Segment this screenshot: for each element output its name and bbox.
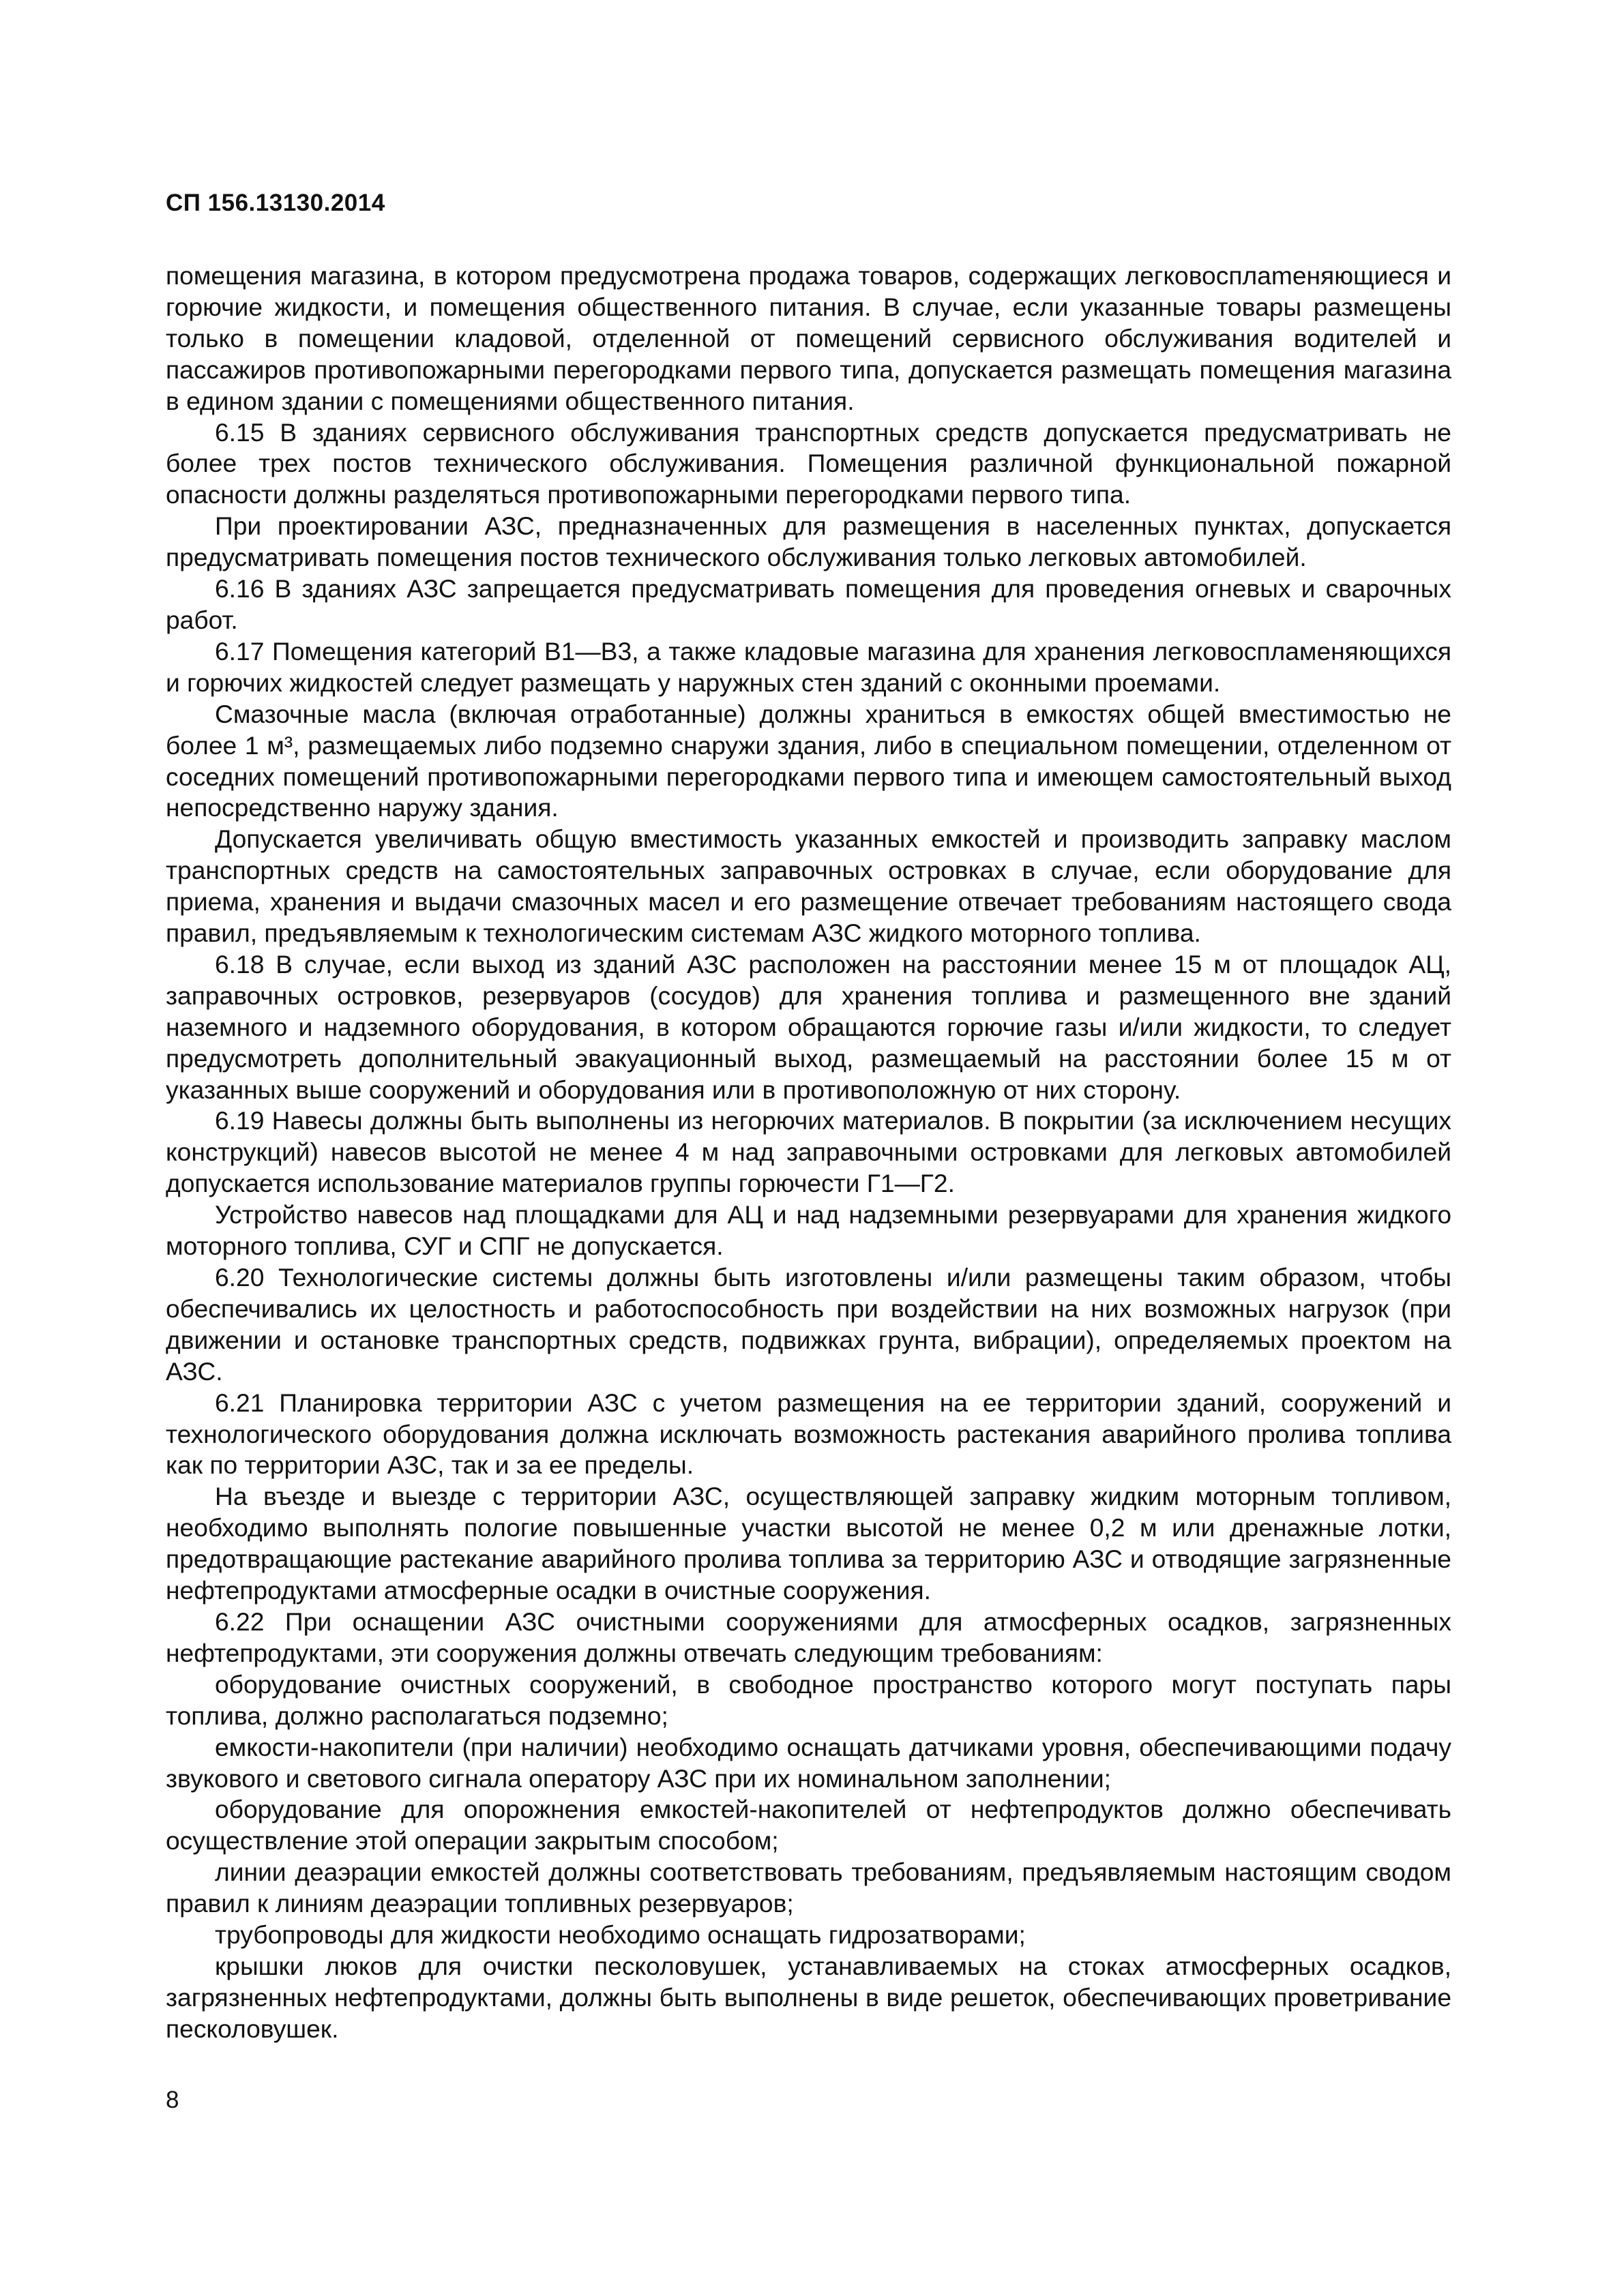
paragraph-6-17: 6.17 Помещения категорий В1—В3, а также кладовые магазина для хранения легковоспламеняющихся и горючих жидкостей следует размещать у наружных стен зданий с оконными проемами. (166, 636, 1451, 697)
paragraph: Допускается увеличивать общую вместимость указанных емкостей и производить заправку маслом транспортных средств на самостоятельных заправочных островках в случае, если оборудование для приема, хранения и выдачи смазочных масел и его размещение отвечает требованиям настоящего свода правил, предъявляемым к технологическим системам АЗС жидкого моторного топлива. (166, 824, 1451, 948)
paragraph-6-15: 6.15 В зданиях сервисного обслуживания транспортных средств допускается предусматривать не более трех постов технического обслуживания. Помещения различной функциональной пожарной опасности должны разделяться противопожарными перегородками первого типа. (166, 417, 1451, 509)
paragraph-6-20: 6.20 Технологические системы должны быть изготовлены и/или размещены таким образом, чтобы обеспечивались их целостность и работоспособность при воздействии на них возможных нагрузок (при движении и остановке транспортных средств, подвижках грунта, вибрации), определяемых проектом на АЗС. (166, 1263, 1451, 1386)
list-item: оборудование для опорожнения емкостей-накопителей от нефтепродуктов должно обеспечивать осуществление этой операции закрытым способом; (166, 1795, 1451, 1855)
paragraph-6-19: 6.19 Навесы должны быть выполнены из негорючих материалов. В покрытии (за исключением несущих конструкций) навесов высотой не менее 4 м над заправочными островками для легковых автомобилей допускается использование материалов группы горючести Г1—Г2. (166, 1106, 1451, 1198)
list-item: линии деаэрации емкостей должны соответствовать требованиям, предъявляемым настоящим сводом правил к линиям деаэрации топливных резервуаров; (166, 1858, 1451, 1918)
document-code-header: СП 156.13130.2014 (166, 190, 385, 216)
paragraph-6-16: 6.16 В зданиях АЗС запрещается предусматривать помещения для проведения огневых и сварочных работ. (166, 574, 1451, 634)
body-text (166, 260, 1451, 2045)
paragraph-6-21: 6.21 Планировка территории АЗС с учетом размещения на ее территории зданий, сооружений и технологического оборудования должна исключать возможность растекания аварийного пролива топлива как по территории АЗС, так и за ее пределы. (166, 1388, 1451, 1480)
list-item: оборудование очистных сооружений, в свободное пространство которого могут поступать пары топлива, должно располагаться подземно; (166, 1669, 1451, 1730)
page-number: 8 (166, 2087, 179, 2113)
paragraph: Устройство навесов над площадками для АЦ и над надземными резервуарами для хранения жидкого моторного топлива, СУГ и СПГ не допускается. (166, 1200, 1451, 1261)
paragraph: При проектировании АЗС, предназначенных для размещения в населенных пунктах, допускается предусматривать помещения постов технического обслуживания только легковых автомобилей. (166, 511, 1451, 572)
list-item: трубопроводы для жидкости необходимо оснащать гидрозатворами; (215, 1920, 1026, 1950)
paragraph: На въезде и выезде с территории АЗС, осуществляющей заправку жидким моторным топливом, необходимо выполнять пологие повышенные участки высотой не менее 0,2 м или дренажные лотки, предотвращающие растекание аварийного пролива топлива за территорию АЗС и отводящие загрязненные нефтепродуктами атмосферные осадки в очистные сооружения. (166, 1482, 1451, 1605)
list-item: емкости-накопители (при наличии) необходимо оснащать датчиками уровня, обеспечивающими подачу звукового и светового сигнала оператору АЗС при их номинальном заполнении; (166, 1732, 1451, 1793)
paragraph-6-22: 6.22 При оснащении АЗС очистными сооружениями для атмосферных осадков, загрязненных нефтепродуктами, эти сооружения должны отвечать следующим требованиям: (166, 1607, 1451, 1667)
paragraph-6-18: 6.18 В случае, если выход из зданий АЗС расположен на расстоянии менее 15 м от площадок АЦ, заправочных островков, резервуаров (сосудов) для хранения топлива и размещенного вне зданий наземного и надземного оборудования, в котором обращаются горючие газы и/или жидкости, то следует предусмотреть дополнительный эвакуационный выход, размещаемый на расстоянии более 15 м от указанных выше сооружений и оборудования или в противоположную от них сторону. (166, 949, 1451, 1104)
paragraph: помещения магазина, в котором предусмотрена продажа товаров, содержащих легковосплаmеняющиеся и горючие жидкости, и помещения общественного питания. В случае, если указанные товары размещены только в помещении кладовой, отделенной от помещений сервисного обслуживания водителей и пассажиров противопожарными перегородками первого типа, допускается размещать помещения магазина в едином здании с помещениями общественного питания. (166, 261, 1451, 415)
paragraph: Смазочные масла (включая отработанные) должны храниться в емкостях общей вместимостью не более 1 м³, размещаемых либо подземно снаружи здания, либо в специальном помещении, отделенном от соседних помещений противопожарными перегородками первого типа и имеющем самостоятельный выход непосредственно наружу здания. (166, 699, 1451, 822)
list-item: крышки люков для очистки песколовушек, устанавливаемых на стоках атмосферных осадков, загрязненных нефтепродуктами, должны быть выполнены в виде решеток, обеспечивающих проветривание песколовушек. (166, 1951, 1451, 2043)
